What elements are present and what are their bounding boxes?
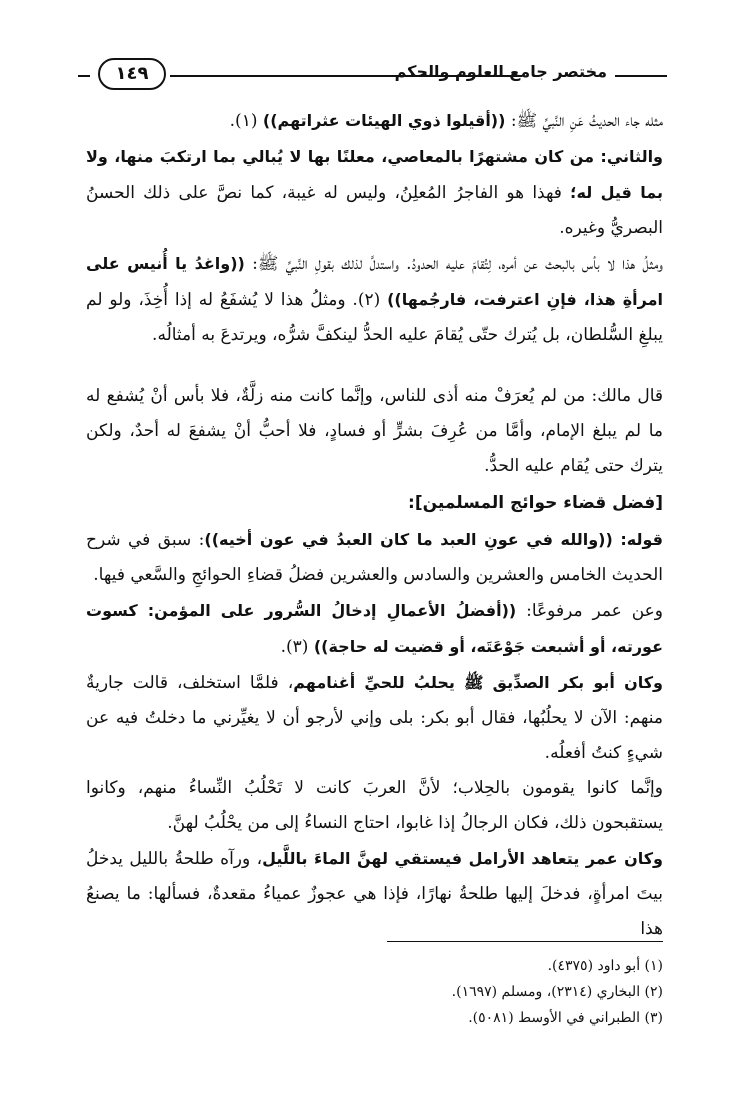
text-run: ومثلُ هذا لا بأس بالبحث عن أمره، لِتُقامَ عليه الحدودُ. واستدلَّ لذلك بقولِ النَّبيِّ ﷺ: [244, 254, 663, 274]
text-run: وعن عمر مرفوعًا: [516, 601, 664, 621]
footnote-ref: (٣). [280, 637, 314, 657]
text-run-bold: وكان أبو بكر الصدِّيق ﷺ يحلبُ للحيِّ أغنامهم [293, 673, 663, 692]
running-header [78, 58, 667, 94]
hadith-quote: ((واغدُ يا أُنيس على امرأةِ هذا، فإنِ اعترفت، فارجُمها)) [86, 254, 663, 309]
text-run: ، ورآه طلحةُ بالليل يدخلُ بيتَ امرأةٍ، فدخلَ إليها طلحةُ نهارًا، فإذا هي عجوزٌ عمياءُ مقعدةٌ، فسألها: ما يصنعُ هذا [86, 849, 663, 939]
paragraph [86, 246, 663, 353]
paragraph: وإنَّما كانوا يقومون بالحِلاب؛ لأنَّ العربَ كانت لا تَحْلُبُ النِّساءُ منهم، وكانوا يستقبحون ذلك، فكان الرجالُ إذا غابوا، احتاج النساءُ إلى من يحْلُبُ لهنَّ. [86, 778, 663, 833]
spacer [86, 353, 663, 379]
paragraph: قال مالك: من لم يُعرَفْ منه أذى للناس، وإنَّما كانت منه زلَّةٌ، فلا بأس أنْ يُشفع له ما لم يبلغ الإمام، وأمَّا من عُرِفَ بشرٍّ أو فسادٍ، فلا أحبُّ أنْ يشفعَ له أحدٌ، ولكن يترك حتى يُقام عليه الحدُّ. [86, 386, 663, 476]
footnote: (٢) البخاري (٢٣١٤)، ومسلم (١٦٩٧). [451, 984, 663, 1000]
text-run-bold: والثاني: من كان مشتهرًا بالمعاصي، معلنًا بها لا يُبالي بما ارتكبَ منها، ولا بما قيل له؛ [86, 147, 663, 202]
text-run-bold: قوله: [612, 530, 664, 549]
footnote-ref: (١). [229, 111, 263, 131]
footnote-divider [387, 941, 663, 942]
header-dash [78, 75, 90, 77]
book-title: مختصر جامع العلوم والحكم [394, 62, 607, 81]
paragraph [86, 841, 663, 947]
footnote: (٣) الطبراني في الأوسط (٥٠٨١). [468, 1010, 663, 1026]
footnotes [86, 953, 663, 1031]
paragraph [86, 139, 663, 246]
text-run: (٢). ومثلُ هذا لا يُشفَعُ له إذا أُخِذَ، ولو لم يبلغِ السُّلطان، بل يُترك حتّى يُقامَ عليه الحدُّ لينكفَّ شرُّه، ويرتدعَ به أمثالُه. [86, 290, 663, 345]
main-text [86, 103, 663, 947]
paragraph [86, 103, 663, 139]
hadith-quote: ((أقيلوا ذوي الهيئات عثراتهم)) [262, 111, 506, 130]
paragraph [86, 593, 663, 665]
text-run: فهذا هو الفاجرُ المُعلِنُ، وليس له غيبة، كما نصَّ على ذلك الحسنُ البصريُّ وغيره. [86, 183, 663, 238]
text-run: ، فلمَّا استخلف، قالت جاريةٌ منهم: الآن لا يحلُبُها، فقال أبو بكر: بلى وإني لأرجو أن لا يغيِّرني ما دخلتُ فيه عن شيءٍ كنتُ أفعلُه. [86, 673, 663, 763]
header-rule-right [615, 75, 667, 77]
hadith-quote: ((أفضلُ الأعمالِ إدخالُ السُّرور على المؤمن: كسوت عورته، أو أشبعت جَوْعَتَه، أو قضيت له حاجة)) [86, 601, 663, 656]
page-number: ١٤٩ [98, 58, 166, 90]
hadith-quote: ((والله في عونِ العبد ما كان العبدُ في عون أخيه)) [204, 530, 613, 549]
text-run: : سبق في شرح الحديث الخامس والعشرين والسادس والعشرين فضلُ قضاءِ الحوائجِ والسَّعي فيها. [86, 530, 663, 585]
text-run: مثله جاء الحديثُ عَنِ النَّبيِّ ﷺ: [505, 111, 663, 131]
paragraph [86, 522, 663, 593]
footnote: (١) أبو داود (٤٣٧٥). [547, 958, 663, 974]
section-heading: [فضل قضاء حوائج المسلمين]: [408, 493, 663, 513]
paragraph [86, 665, 663, 771]
text-run-bold: وكان عمر يتعاهد الأرامل فيستقي لهنَّ الماءَ باللَّيل [262, 849, 663, 868]
